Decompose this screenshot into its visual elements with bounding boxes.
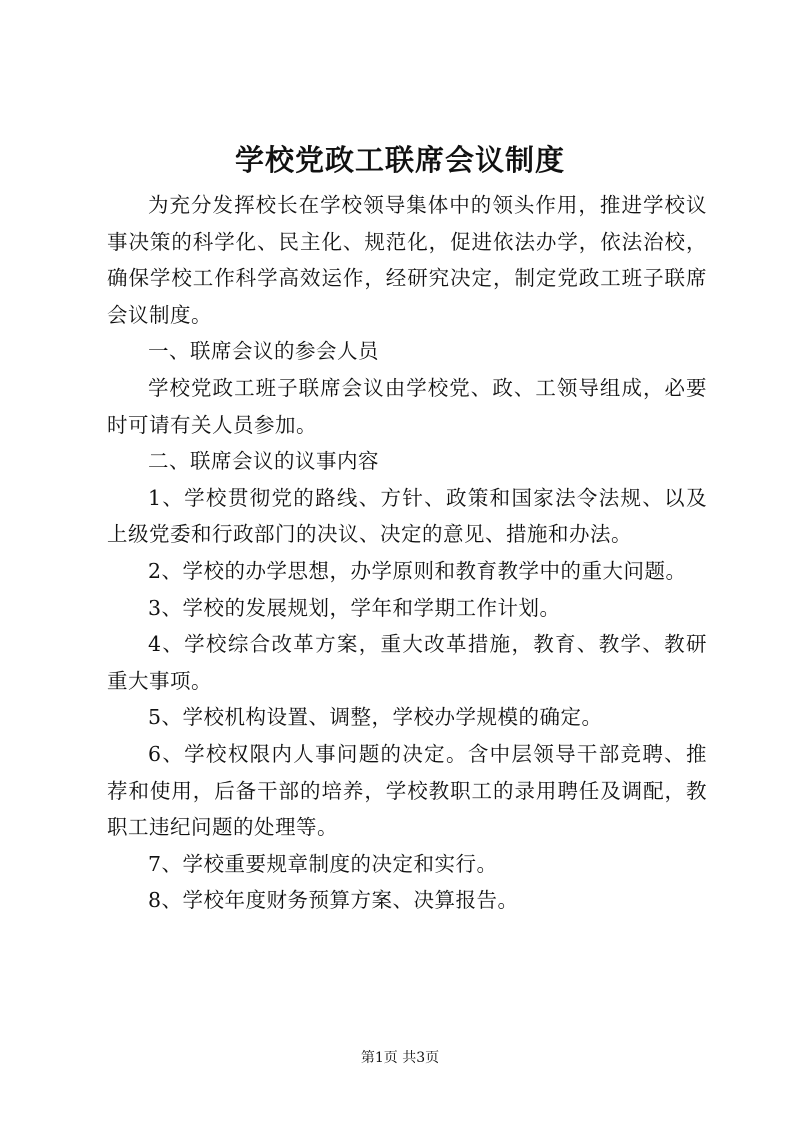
list-item-6: 6、学校权限内人事问题的决定。含中层领导干部竞聘、推荐和使用，后备干部的培养，学校教职工的录用聘任及调配，教职工违纪问题的处理等。 [107, 741, 707, 840]
page-footer: 第1页 共3页 [360, 1050, 440, 1066]
list-item-4: 4、学校综合改革方案，重大改革措施，教育、教学、教研重大事项。 [107, 632, 707, 693]
document-body [107, 187, 707, 919]
list-item-5: 5、学校机构设置、调整，学校办学规模的确定。 [148, 705, 603, 730]
section-heading-1: 一、联席会议的参会人员 [148, 339, 379, 364]
list-item-7: 7、学校重要规章制度的决定和实行。 [148, 851, 498, 876]
paragraph-intro: 为充分发挥校长在学校领导集体中的领头作用，推进学校议事决策的科学化、民主化、规范化，促进依法办学，依法治校，确保学校工作科学高效运作，经研究决定，制定党政工班子联席会议制度。 [107, 193, 707, 327]
list-item-1: 1、学校贯彻党的路线、方针、政策和国家法令法规、以及上级党委和行政部门的决议、决定的意见、措施和办法。 [107, 485, 707, 547]
section-heading-2: 二、联席会议的议事内容 [148, 449, 379, 474]
list-item-8: 8、学校年度财务预算方案、决算报告。 [148, 888, 519, 913]
list-item-2: 2、学校的办学思想，办学原则和教育教学中的重大问题。 [148, 558, 687, 583]
paragraph-attendees: 学校党政工班子联席会议由学校党、政、工领导组成，必要时可请有关人员参加。 [107, 375, 707, 437]
list-item-3: 3、学校的发展规划，学年和学期工作计划。 [148, 595, 561, 620]
document-title: 学校党政工联席会议制度 [234, 143, 565, 177]
